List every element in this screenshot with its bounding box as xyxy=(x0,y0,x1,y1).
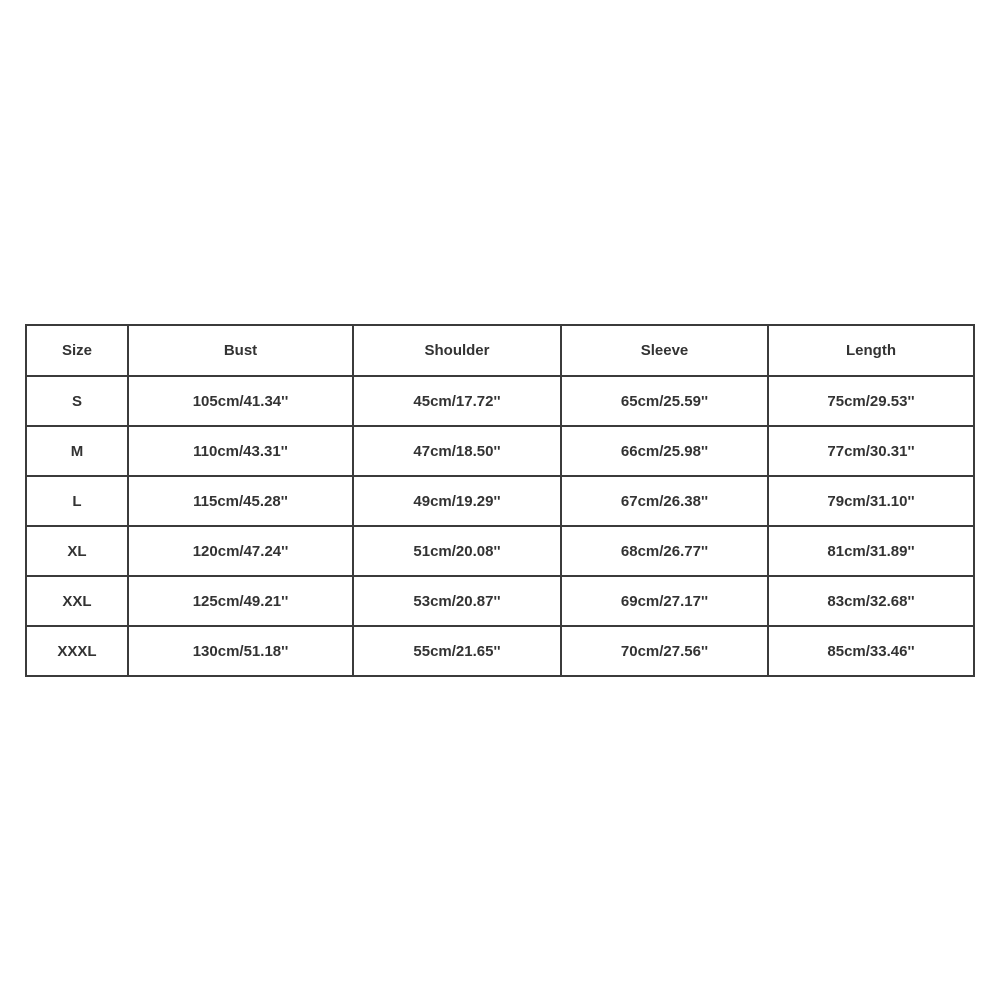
size-chart-table xyxy=(25,324,975,677)
cell-length-xxxl: 85cm/33.46'' xyxy=(768,626,974,676)
cell-shoulder-s: 45cm/17.72'' xyxy=(353,376,561,426)
table-row-xxl xyxy=(26,576,974,626)
column-header-shoulder: Shoulder xyxy=(353,325,561,376)
cell-sleeve-xxxl: 70cm/27.56'' xyxy=(561,626,768,676)
cell-shoulder-xl: 51cm/20.08'' xyxy=(353,526,561,576)
cell-shoulder-m: 47cm/18.50'' xyxy=(353,426,561,476)
cell-sleeve-m: 66cm/25.98'' xyxy=(561,426,768,476)
cell-size-l: L xyxy=(26,476,128,526)
cell-bust-xxl: 125cm/49.21'' xyxy=(128,576,353,626)
table-row-s xyxy=(26,376,974,426)
cell-shoulder-xxxl: 55cm/21.65'' xyxy=(353,626,561,676)
cell-size-m: M xyxy=(26,426,128,476)
cell-length-m: 77cm/30.31'' xyxy=(768,426,974,476)
cell-bust-l: 115cm/45.28'' xyxy=(128,476,353,526)
cell-length-l: 79cm/31.10'' xyxy=(768,476,974,526)
column-header-length: Length xyxy=(768,325,974,376)
cell-length-s: 75cm/29.53'' xyxy=(768,376,974,426)
column-header-sleeve: Sleeve xyxy=(561,325,768,376)
column-header-size: Size xyxy=(26,325,128,376)
table-row-l xyxy=(26,476,974,526)
cell-size-xxl: XXL xyxy=(26,576,128,626)
table-header-row xyxy=(26,325,974,376)
cell-length-xxl: 83cm/32.68'' xyxy=(768,576,974,626)
cell-bust-s: 105cm/41.34'' xyxy=(128,376,353,426)
cell-sleeve-xxl: 69cm/27.17'' xyxy=(561,576,768,626)
cell-size-xl: XL xyxy=(26,526,128,576)
table-row-xxxl xyxy=(26,626,974,676)
cell-sleeve-s: 65cm/25.59'' xyxy=(561,376,768,426)
cell-sleeve-l: 67cm/26.38'' xyxy=(561,476,768,526)
cell-bust-xxxl: 130cm/51.18'' xyxy=(128,626,353,676)
table-row-xl xyxy=(26,526,974,576)
cell-length-xl: 81cm/31.89'' xyxy=(768,526,974,576)
cell-size-s: S xyxy=(26,376,128,426)
cell-shoulder-l: 49cm/19.29'' xyxy=(353,476,561,526)
cell-bust-xl: 120cm/47.24'' xyxy=(128,526,353,576)
table-row-m xyxy=(26,426,974,476)
cell-bust-m: 110cm/43.31'' xyxy=(128,426,353,476)
cell-sleeve-xl: 68cm/26.77'' xyxy=(561,526,768,576)
cell-size-xxxl: XXXL xyxy=(26,626,128,676)
column-header-bust: Bust xyxy=(128,325,353,376)
cell-shoulder-xxl: 53cm/20.87'' xyxy=(353,576,561,626)
size-chart-container xyxy=(25,324,973,677)
